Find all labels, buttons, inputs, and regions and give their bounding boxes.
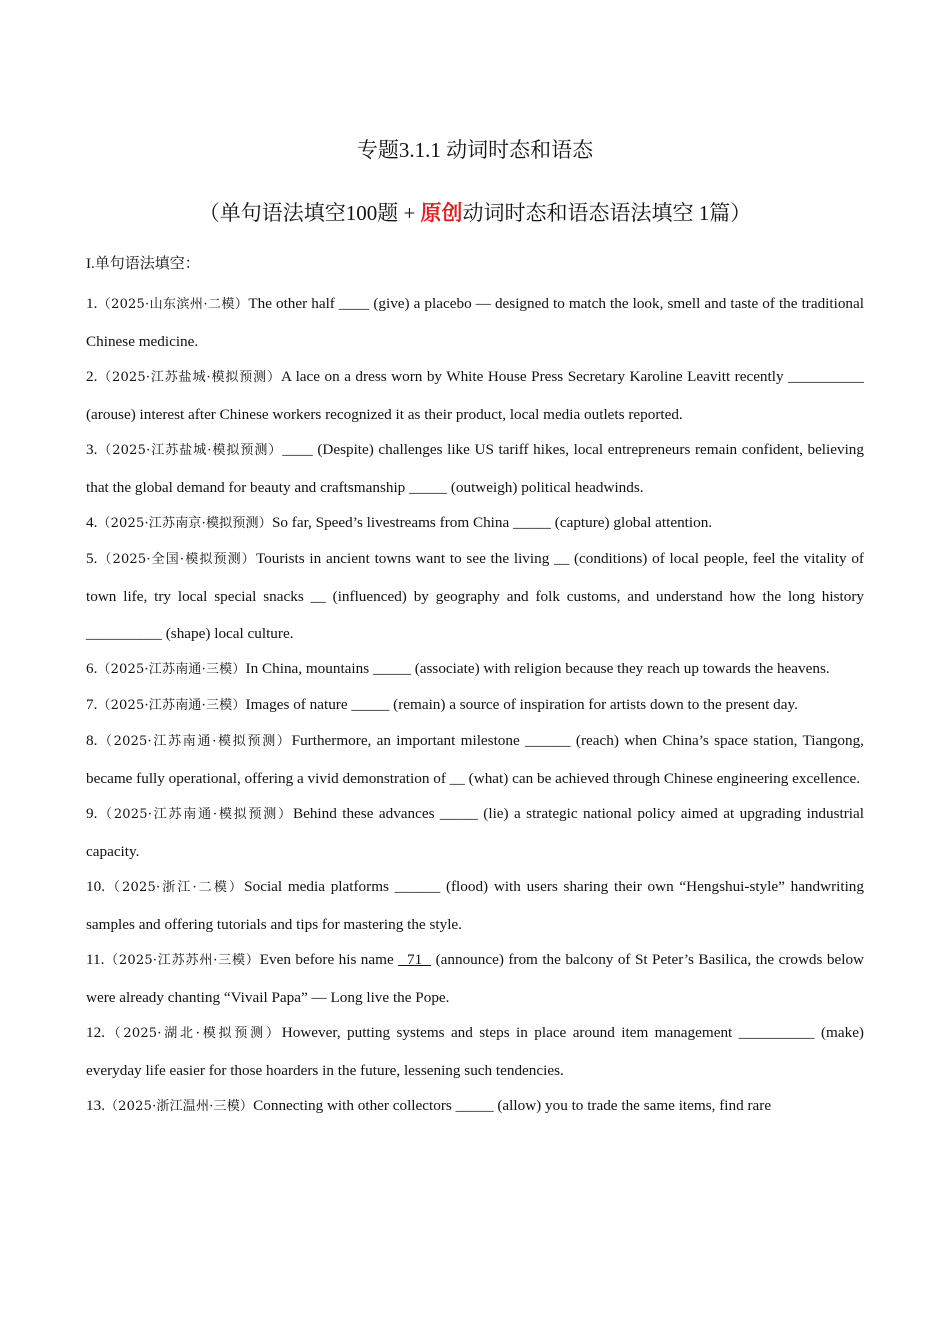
question-source: （2025·江苏苏州·三模）: [104, 953, 260, 968]
question-text-after: (announce) from the balcony of St Peter’s Basilica, the crowds below were already chanting “Vivail Papa” — Long live the Pope.: [86, 951, 865, 1006]
question-text: Images of nature _____ (remain) a source of inspiration for artists down to the present day.: [245, 696, 798, 713]
question-item: [86, 504, 864, 542]
question-item: [86, 868, 864, 943]
subtitle-prefix: （单句语法填空100题 +: [198, 201, 421, 225]
question-text: Social media platforms ______ (flood) with users sharing their own “Hengshui-style” handwriting samples and offering tutorials and tips for mastering the style.: [86, 878, 864, 933]
question-item: [86, 686, 864, 724]
question-item: [86, 650, 864, 688]
question-item: [86, 540, 864, 652]
section-label: I.单句语法填空：: [86, 256, 200, 272]
question-item: [86, 1087, 864, 1125]
question-number: 8.: [86, 732, 98, 749]
question-item: [86, 431, 864, 506]
question-number: 13.: [86, 1097, 105, 1114]
question-source: （2025·江苏盐城·模拟预测）: [97, 443, 283, 458]
question-number: 1.: [86, 295, 98, 312]
content: [86, 252, 864, 1125]
question-source: （2025·江苏南通·模拟预测）: [97, 734, 292, 749]
question-number: 9.: [86, 805, 98, 822]
question-text-before: Even before his name: [259, 951, 399, 968]
question-text: Tourists in ancient towns want to see the living __ (conditions) of local people, feel the vitality of town life, try local special snacks __ (influenced) by geography and folk customs, and understand how the long history __________ (shape) local culture.: [86, 550, 864, 642]
question-source: （2025·江苏南通·三模）: [97, 698, 246, 713]
question-number: 10.: [86, 878, 105, 895]
question-number: 4.: [86, 514, 98, 531]
question-item: [86, 722, 864, 797]
question-text: Furthermore, an important milestone ______ (reach) when China’s space station, Tiangong, became fully operational, offering a vivid demonstration of __ (what) can be achieved through Chinese engineering excellence.: [86, 732, 864, 787]
question-text: Behind these advances _____ (lie) a strategic national policy aimed at upgrading industrial capacity.: [86, 805, 864, 860]
question-source: （2025·江苏南通·模拟预测）: [97, 807, 293, 822]
question-item: [86, 285, 864, 360]
question-item: [86, 1014, 864, 1089]
question-item: [86, 358, 864, 433]
question-text: In China, mountains _____ (associate) with religion because they reach up towards the heavens.: [245, 660, 830, 677]
question-text: The other half ____ (give) a placebo — designed to match the look, smell and taste of the traditional Chinese medicine.: [86, 295, 864, 350]
question-number: 5.: [86, 550, 98, 567]
question-text: So far, Speed’s livestreams from China _____ (capture) global attention.: [271, 514, 713, 531]
question-item: [86, 941, 864, 1016]
question-number: 6.: [86, 660, 98, 677]
question-source: （2025·江苏盐城·模拟预测）: [97, 370, 281, 385]
question-number: 2.: [86, 368, 98, 385]
question-source: （2025·江苏南通·三模）: [97, 662, 246, 677]
question-source: （2025·湖北·模拟预测）: [104, 1026, 282, 1041]
question-answer: 71: [398, 951, 432, 968]
question-source: （2025·全国·模拟预测）: [97, 552, 256, 567]
question-number: 7.: [86, 696, 98, 713]
question-source: （2025·浙江温州·三模）: [104, 1099, 254, 1114]
subtitle-highlight: 原创: [420, 201, 463, 225]
question-item: [86, 795, 864, 870]
document-title: 专题3.1.1 动词时态和语态: [356, 138, 594, 162]
question-text: ____ (Despite) challenges like US tariff hikes, local entrepreneurs remain confident, believing that the global demand for beauty and craftsmanship _____ (outweigh) political headwinds.: [86, 441, 864, 496]
question-number: 3.: [86, 441, 98, 458]
question-number: 11.: [86, 951, 105, 968]
question-text: A lace on a dress worn by White House Press Secretary Karoline Leavitt recently __________ (arouse) interest after Chinese workers recognized it as their product, local media outlets reported.: [86, 368, 864, 423]
question-source: （2025·山东滨州·二模）: [97, 297, 249, 312]
question-source: （2025·江苏南京·模拟预测）: [97, 516, 272, 531]
subtitle-suffix: 动词时态和语态语法填空 1篇）: [462, 201, 752, 225]
question-source: （2025·浙江·二模）: [104, 880, 245, 895]
question-text: However, putting systems and steps in place around item management __________ (make) everyday life easier for those hoarders in the future, lessening such tendencies.: [86, 1024, 864, 1079]
document-subtitle: [0, 199, 950, 227]
question-number: 12.: [86, 1024, 105, 1041]
question-text: Connecting with other collectors _____ (allow) you to trade the same items, find rare: [253, 1097, 772, 1114]
